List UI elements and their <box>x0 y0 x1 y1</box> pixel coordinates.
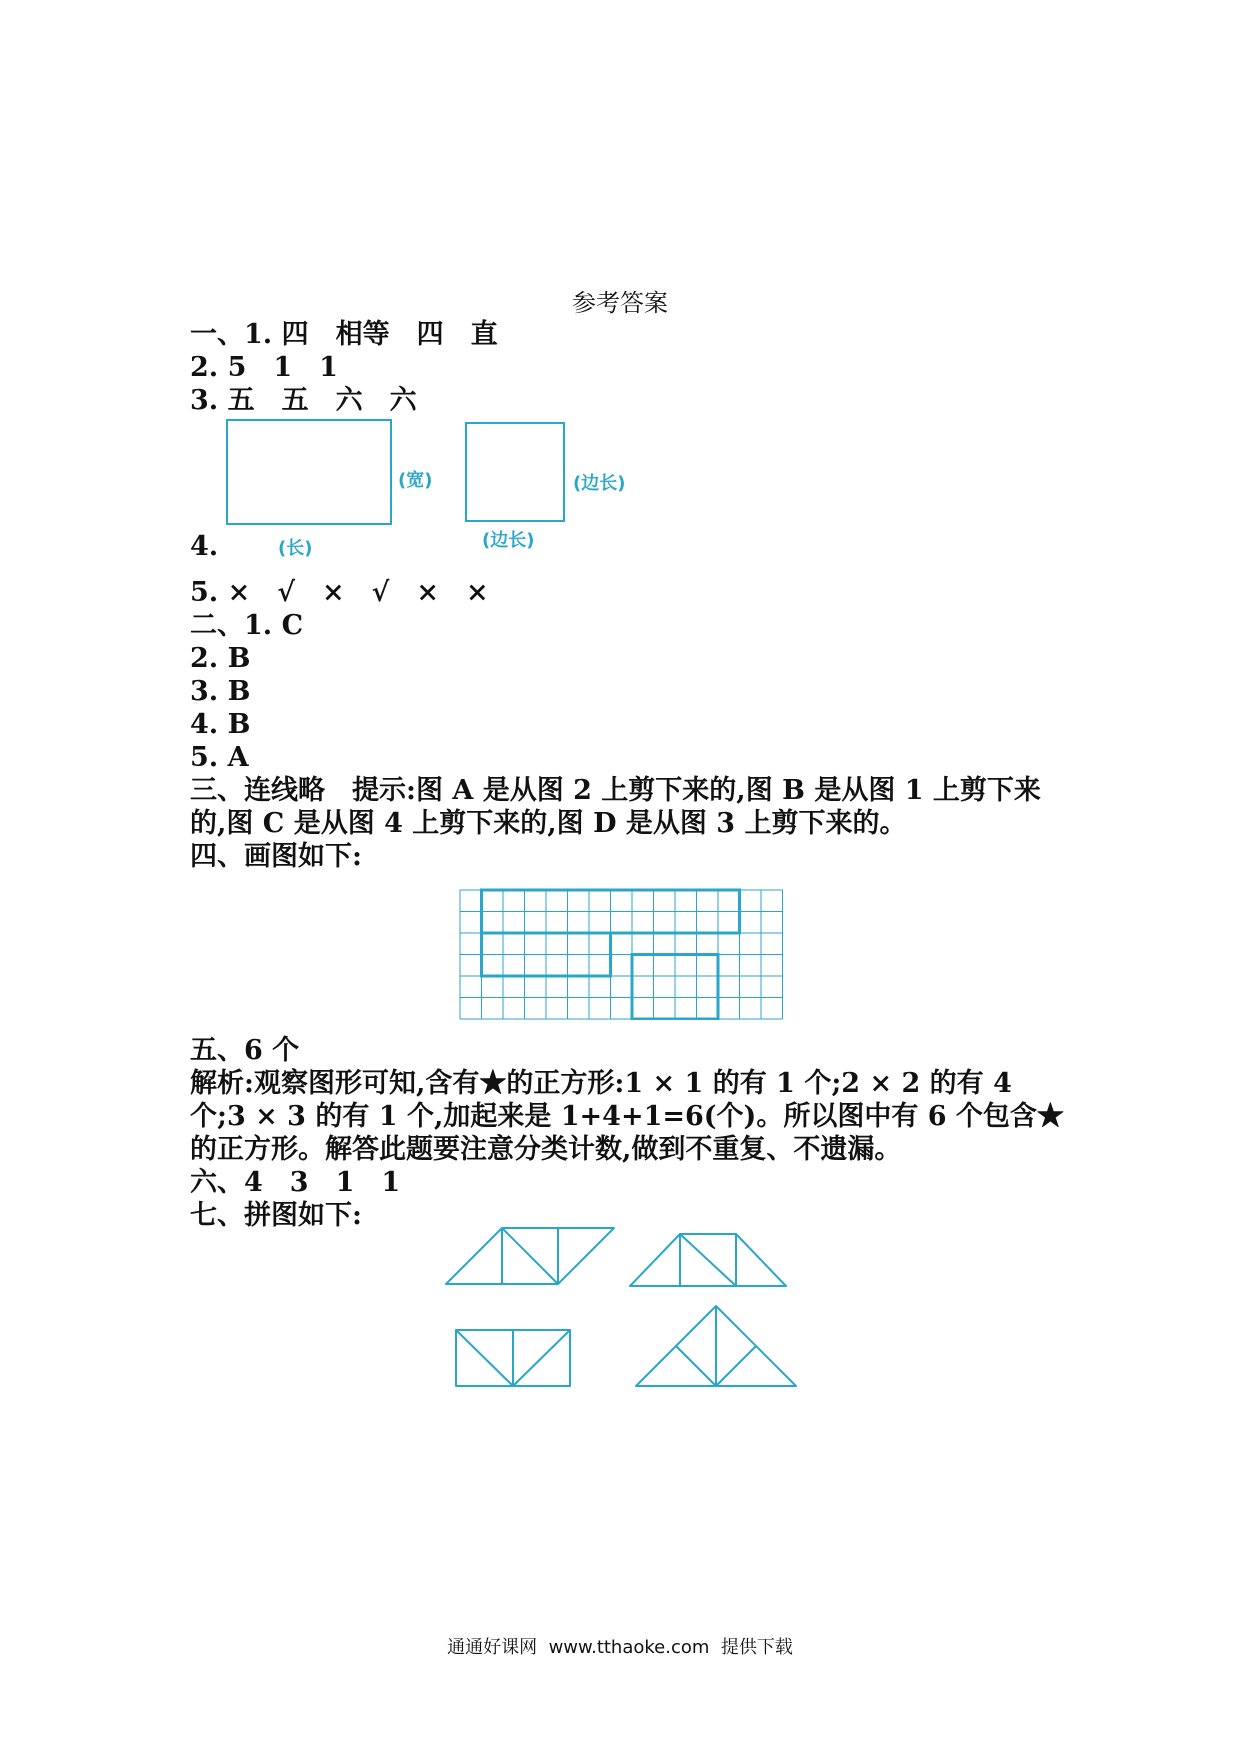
footer-text: 通通好课网 www.tthaoke.com 提供下载 <box>447 1637 793 1658</box>
answer-4-heading: 四、画图如下: <box>190 841 362 872</box>
answer-5: 五、6 个 <box>190 1035 300 1066</box>
answer-7-heading: 七、拼图如下: <box>190 1200 362 1231</box>
square-side-label-bottom: (边长) <box>482 530 535 551</box>
triangle-shape <box>636 1306 796 1386</box>
parallelogram-shape <box>446 1228 614 1284</box>
grid-drawing <box>458 888 784 1020</box>
answer-2-3: 3. B <box>190 676 251 707</box>
answer-2-5: 5. A <box>190 742 249 773</box>
answer-1-2: 2. 5 1 1 <box>190 352 338 383</box>
answer-2-4: 4. B <box>190 709 251 740</box>
answer-5-analysis: 解析:观察图形可知,含有★的正方形:1 × 1 的有 1 个;2 × 2 的有 4 个;3 × 3 的有 1 个,加起来是 1+4+1=6(个)。所以图中有 6 个包含★的正方形。解答此题要注意分类计数,做到不重复、不遗漏。 <box>190 1068 1064 1165</box>
puzzle-figures <box>440 1226 820 1396</box>
answer-3: 三、连线略 提示:图 A 是从图 2 上剪下来的,图 B 是从图 1 上剪下来的,图 C 是从图 4 上剪下来的,图 D 是从图 3 上剪下来的。 <box>190 775 1041 839</box>
answer-2-1: 二、1. C <box>190 610 304 641</box>
rect-length-label: (长) <box>278 538 313 559</box>
page-title: 参考答案 <box>572 289 668 317</box>
answer-1-3: 3. 五 五 六 六 <box>190 385 417 416</box>
rectangle-shape <box>456 1330 570 1386</box>
square-side-label-right: (边长) <box>573 473 626 494</box>
answer-6: 六、4 3 1 1 <box>190 1167 401 1198</box>
answer-1-4: 4. <box>190 531 219 562</box>
answer-1-1: 一、1. 四 相等 四 直 <box>190 319 498 350</box>
square-figure <box>464 421 568 525</box>
answer-2-2: 2. B <box>190 643 251 674</box>
trapezoid-shape <box>630 1234 786 1286</box>
answer-1-5: 5. × √ × √ × × <box>190 577 489 608</box>
rect-width-label: (宽) <box>398 470 433 491</box>
